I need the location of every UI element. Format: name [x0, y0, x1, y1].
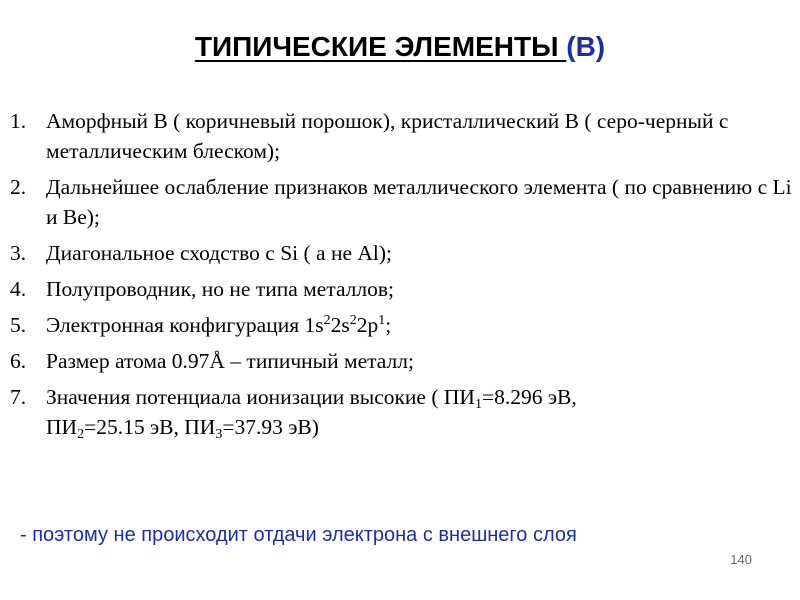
ionization-line-2: [46, 412, 792, 442]
list-item: [10, 274, 792, 304]
list-item-text: Аморфный В ( коричневый порошок), кристаллический В ( серо-черный с металлическим блеском);: [46, 109, 729, 163]
list-item: [10, 310, 792, 340]
ionization-text: =37.93 эВ): [222, 415, 319, 439]
subscript: 1: [474, 397, 482, 412]
ionization-text: =8.296 эВ,: [481, 385, 577, 409]
electron-config-suffix: ;: [385, 313, 392, 337]
conclusion-note: - поэтому не происходит отдачи электрона с внешнего слоя: [20, 524, 577, 546]
electron-config-prefix: Электронная конфигурация 1s: [46, 313, 324, 337]
page-number: 140: [730, 552, 752, 567]
slide-title: [0, 27, 800, 67]
list-item-text: Диагональное сходство с Si ( а не Al);: [46, 241, 393, 265]
list-item-number: 2.: [10, 175, 27, 199]
list-item: [10, 106, 792, 166]
list-item-number: 7.: [10, 385, 27, 409]
list-item-text: Дальнейшее ослабление признаков металлического элемента ( по сравнению с Li и Be);: [46, 175, 792, 229]
title-element-symbol: (В): [566, 31, 606, 62]
properties-list: [10, 106, 792, 442]
list-item: [10, 382, 792, 442]
list-item-number: 6.: [10, 349, 27, 373]
ionization-text: =25.15 эВ, ПИ: [84, 415, 216, 439]
superscript: 1: [378, 313, 386, 328]
list-item-number: 1.: [10, 109, 27, 133]
list-item-text: [46, 382, 792, 442]
ionization-text: Значения потенциала ионизации высокие ( ПИ: [46, 385, 475, 409]
list-item-number: 3.: [10, 241, 27, 265]
ionization-line-1: [46, 382, 792, 412]
list-item-text: Полупроводник, но не типа металлов;: [46, 277, 395, 301]
superscript: 2: [349, 313, 357, 328]
electron-config-part: 2s: [330, 313, 350, 337]
subscript: 2: [77, 427, 85, 442]
superscript: 2: [323, 313, 331, 328]
list-item: [10, 172, 792, 232]
subscript: 3: [215, 427, 223, 442]
list-item-text: [46, 310, 792, 340]
ionization-text: ПИ: [46, 415, 78, 439]
list-item: [10, 346, 792, 376]
title-main: ТИПИЧЕСКИЕ ЭЛЕМЕНТЫ: [194, 31, 567, 62]
list-item: [10, 238, 792, 268]
electron-config-part: 2p: [356, 313, 379, 337]
list-item-text: Размер атома 0.97Å – типичный металл;: [46, 349, 414, 373]
list-item-number: 5.: [10, 313, 27, 337]
list-item-number: 4.: [10, 277, 27, 301]
